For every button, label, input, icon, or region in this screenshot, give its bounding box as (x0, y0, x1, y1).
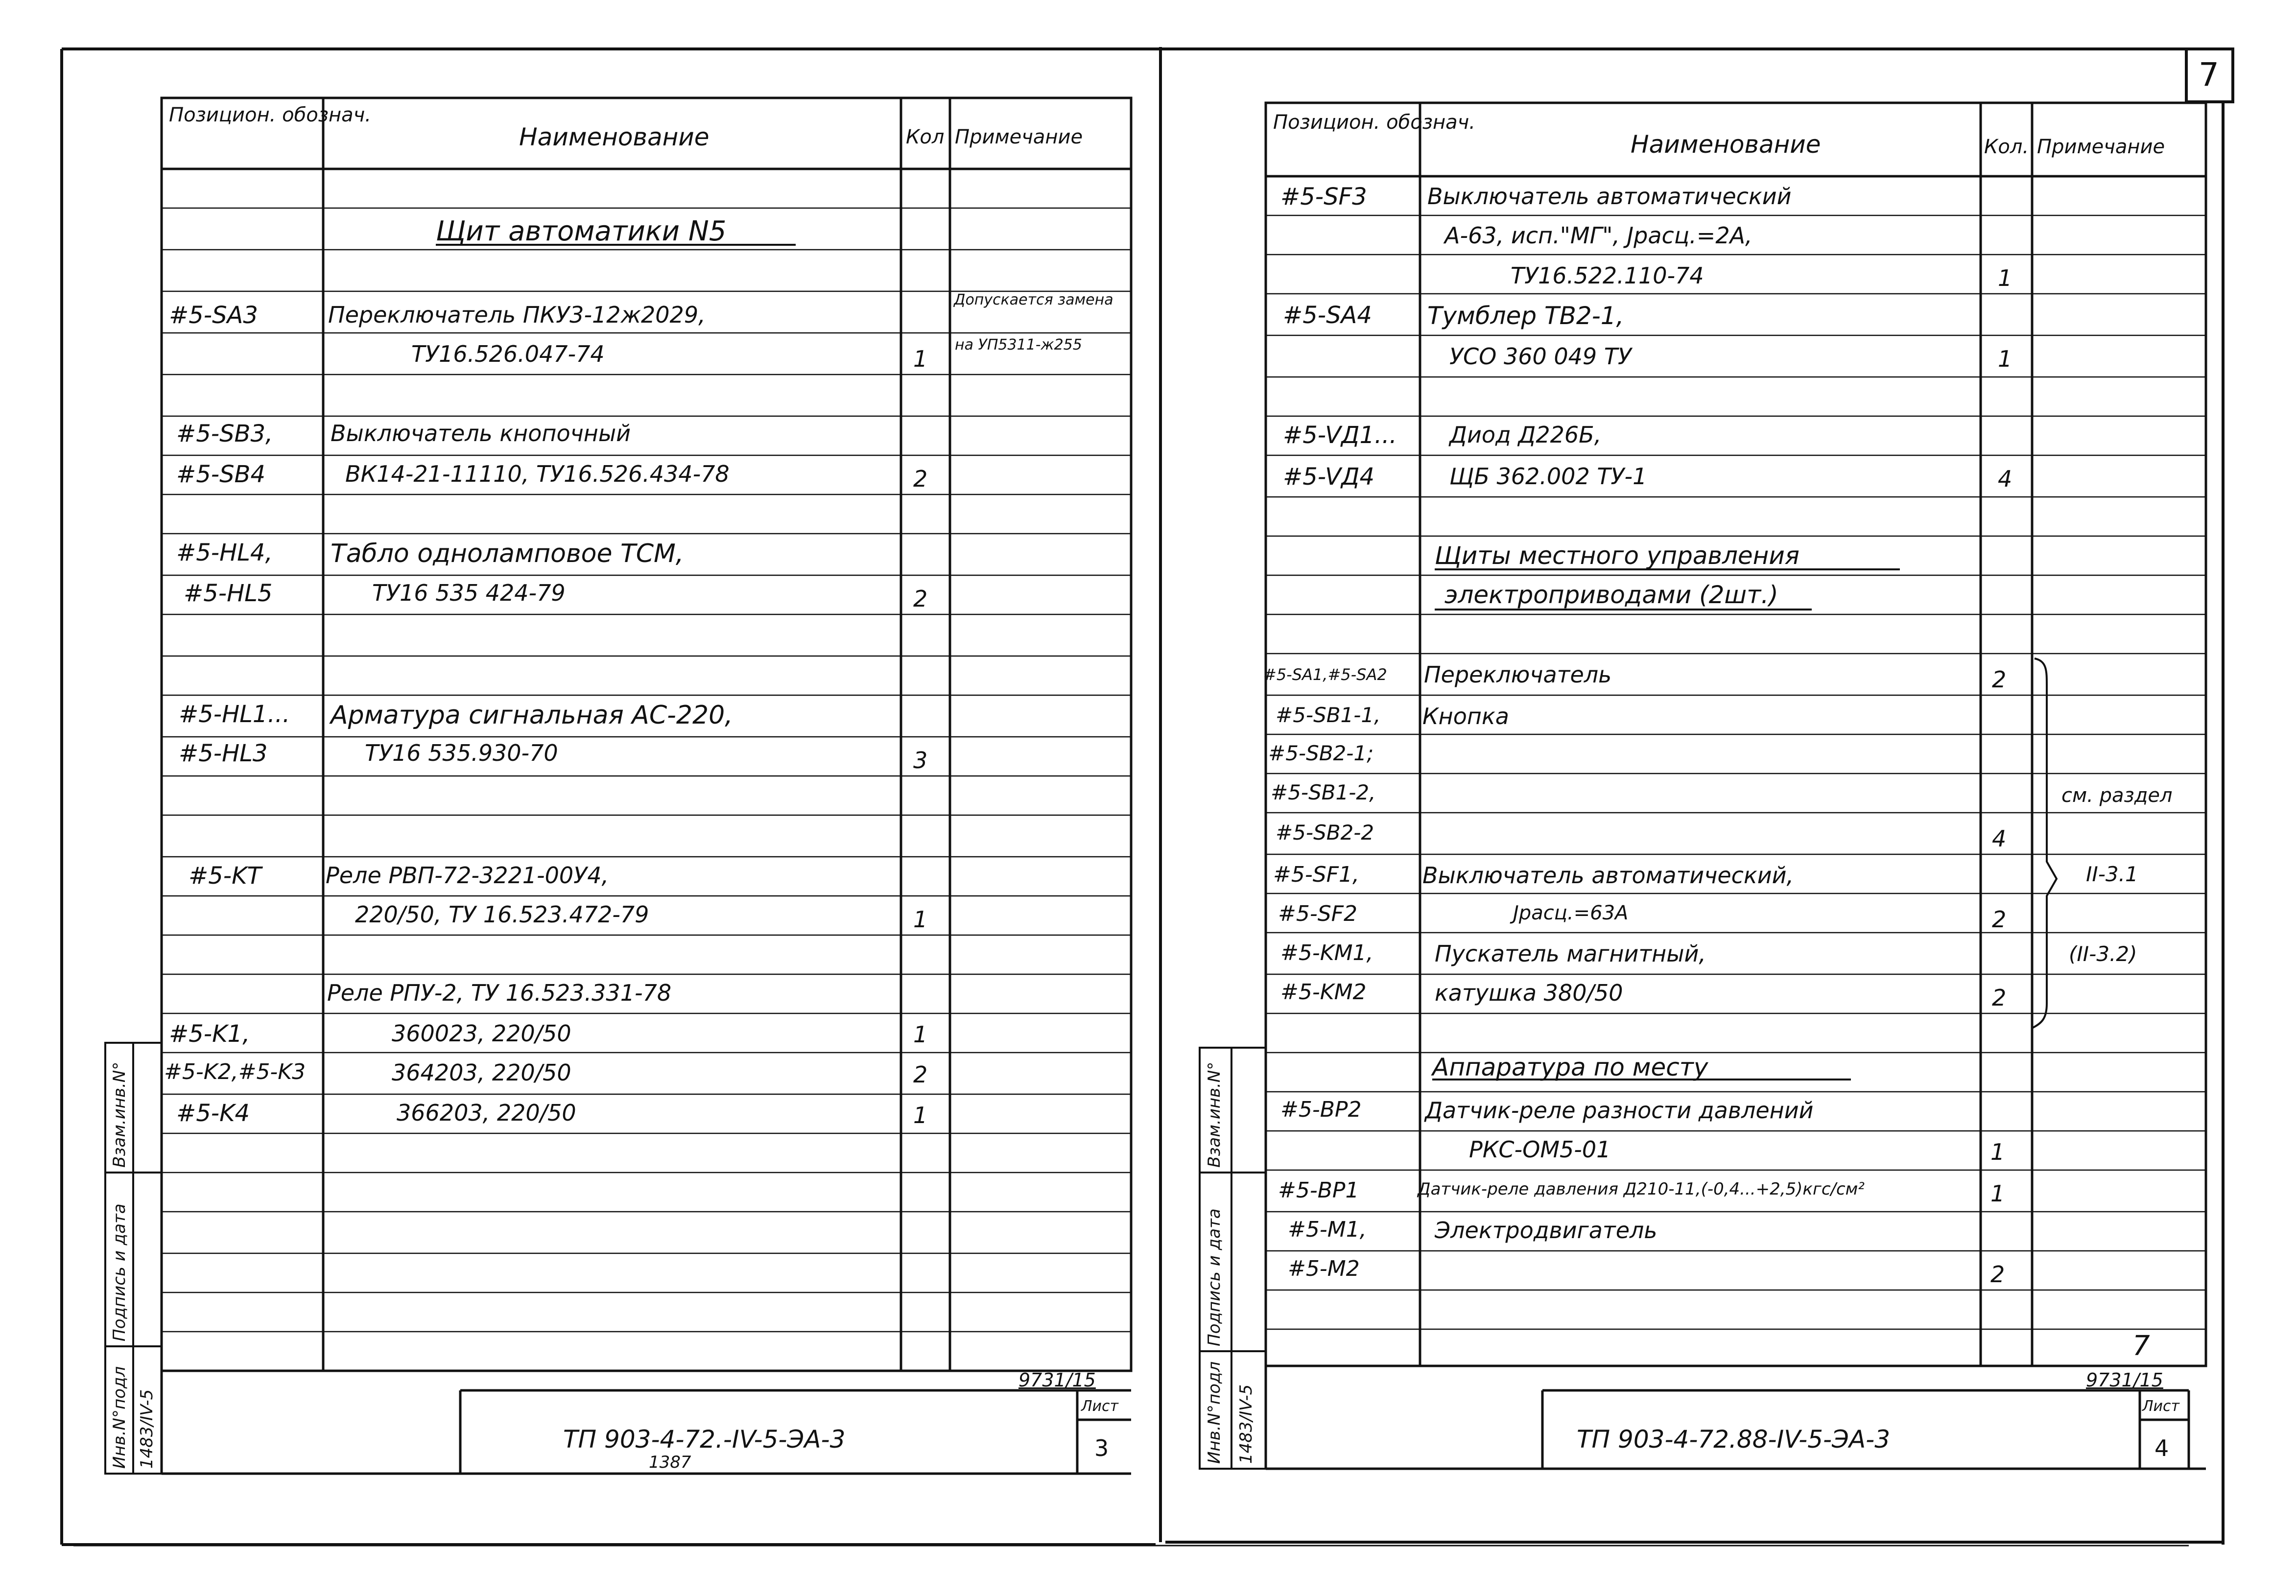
right-side-inv-podl: Инв.N°подл (1205, 1361, 1224, 1464)
right-row-name: Датчик-реле давления Д210-11,(-0,4...+2,5)кгс/см² (1418, 1179, 1865, 1199)
right-side-inv-val: 1483/IV-5 (1236, 1384, 1256, 1464)
left-row-pos: #5-SB4 (176, 461, 266, 488)
left-row-note: на УП5311-ж255 (955, 336, 1082, 353)
right-row-pos: #5-SB1-2, (1271, 780, 1376, 804)
right-header-pos: Позицион. обознач. (1273, 111, 1475, 134)
right-row-name: Щиты местного управления (1435, 541, 1799, 570)
right-row-name: электроприводами (2шт.) (1444, 581, 1778, 609)
left-row-qty: 1 (913, 906, 928, 933)
left-row-name: Арматура сигнальная АС-220, (331, 701, 733, 730)
left-sheet-label: Лист (1081, 1398, 1119, 1415)
right-row-name: Аппаратура по месту (1432, 1053, 1708, 1081)
sheet-number: 7 (2199, 56, 2219, 94)
right-header-note: Примечание (2037, 136, 2165, 158)
right-side-vzam: Взам.инв.N° (1205, 1061, 1224, 1168)
right-row-pos: #5-VД4 (1283, 463, 1375, 491)
right-row-pos: #5-BP1 (1278, 1178, 1359, 1203)
right-sheet-label: Лист (2142, 1398, 2180, 1415)
right-row-name: Переключатель (1424, 661, 1612, 688)
left-row-name: Табло одноламповое ТСМ, (331, 539, 684, 568)
right-row-pos: #5-KM1, (1280, 940, 1373, 965)
left-row-qty: 1 (913, 1102, 928, 1128)
right-row-name: А-63, исп."МГ", Jрасц.=2А, (1444, 222, 1752, 249)
right-row-pos: #5-M1, (1288, 1217, 1367, 1242)
right-row-name: Выключатель автоматический (1427, 183, 1792, 210)
right-doc-number: 9731/15 (2086, 1369, 2163, 1391)
left-title-sub: 1387 (649, 1453, 691, 1472)
left-row-qty: 2 (913, 466, 928, 492)
right-row-pos: #5-SA4 (1283, 302, 1372, 329)
right-side-podpis: Подпись и дата (1205, 1208, 1224, 1346)
right-header-name: Наименование (1631, 130, 1821, 159)
right-row-pos: #5-M2 (1288, 1256, 1360, 1281)
right-row-name: ТУ16.522.110-74 (1511, 262, 1704, 289)
right-row-qty: 1 (1990, 1139, 2005, 1165)
right-row-name: РКС-ОМ5-01 (1469, 1136, 1611, 1163)
right-row-pos: #5-SF3 (1280, 183, 1367, 211)
left-row-qty: 2 (913, 1061, 928, 1088)
right-row-note: (II-3.2) (2069, 942, 2137, 966)
right-row-name: УСО 360 049 ТУ (1449, 343, 1632, 370)
left-row-pos: #5-K2,#5-K3 (164, 1059, 306, 1084)
right-row-name: ЩБ 362.002 ТУ-1 (1449, 463, 1647, 490)
right-row-pos: #5-SB1-1, (1276, 703, 1381, 727)
right-row-note: см. раздел (2061, 784, 2173, 807)
right-row-name: Диод Д226Б, (1449, 422, 1602, 448)
left-row-qty: 3 (913, 747, 928, 774)
left-row-pos: #5-SB3, (176, 420, 273, 447)
right-row-name: Выключатель автоматический, (1422, 862, 1794, 889)
left-row-name: ТУ16 535 424-79 (372, 580, 566, 606)
left-row-pos: #5-HL4, (176, 539, 273, 566)
left-doc-number: 9731/15 (1018, 1369, 1096, 1391)
left-row-name: Выключатель кнопочный (331, 420, 631, 446)
left-row-name: ТУ16.526.047-74 (411, 341, 605, 367)
right-header-qty: Кол. (1984, 136, 2029, 158)
left-row-name: ВК14-21-11110, ТУ16.526.434-78 (345, 461, 730, 487)
left-row-name: Переключатель ПКУ3-12ж2029, (328, 302, 706, 328)
left-row-qty: 1 (913, 346, 928, 372)
right-row-qty: 1 (1998, 346, 2012, 372)
left-header-pos: Позицион. обознач. (169, 104, 371, 126)
left-section-title: Щит автоматики N5 (436, 215, 727, 247)
left-side-podpis: Подпись и дата (110, 1203, 129, 1341)
left-row-qty: 1 (913, 1021, 928, 1048)
right-row-name: катушка 380/50 (1435, 980, 1623, 1006)
left-row-pos: #5-K4 (176, 1100, 250, 1127)
right-row-qty: 4 (1998, 466, 2012, 492)
left-row-name: ТУ16 535.930-70 (365, 740, 558, 766)
right-sheet-no: 4 (2154, 1435, 2169, 1461)
right-row-pos: #5-SB2-2 (1276, 821, 1374, 845)
left-side-inv-val: 1483/IV-5 (137, 1389, 157, 1469)
left-row-name: Реле РВП-72-3221-00У4, (326, 862, 609, 889)
right-row-qty: 2 (1990, 1261, 2005, 1288)
left-row-pos: #5-HL5 (184, 580, 273, 607)
left-row-name: 364203, 220/50 (392, 1059, 571, 1086)
left-header-note: Примечание (955, 126, 1083, 148)
right-row-qty: 2 (1992, 906, 2007, 933)
right-row-note: II-3.1 (2086, 862, 2138, 886)
right-row-pos: #5-SF1, (1273, 862, 1359, 887)
right-row-qty: 1 (1990, 1180, 2005, 1207)
right-row-pos: #5-SA1,#5-SA2 (1263, 665, 1387, 684)
right-row-qty: 2 (1992, 985, 2007, 1011)
right-row-qty: 1 (1998, 265, 2012, 291)
right-title-code: ТП 903-4-72.88-IV-5-ЭА-3 (1577, 1425, 1891, 1454)
right-row-qty: 2 (1992, 666, 2007, 693)
left-row-pos: #5-K1, (169, 1020, 250, 1048)
left-row-pos: #5-SA3 (169, 302, 258, 329)
left-row-qty: 2 (913, 586, 928, 612)
right-row-name: Датчик-реле разности давлений (1425, 1097, 1814, 1124)
left-header-name: Наименование (519, 123, 710, 151)
left-sheet-no: 3 (1094, 1435, 1109, 1461)
left-row-name: 360023, 220/50 (392, 1020, 571, 1047)
right-row-name: Кнопка (1422, 703, 1509, 729)
right-row-pos: #5-BP2 (1280, 1097, 1362, 1122)
left-title-code: ТП 903-4-72.-IV-5-ЭА-3 (563, 1425, 846, 1454)
left-row-pos: #5-HL1... (179, 701, 290, 728)
right-row-pos: #5-VД1... (1283, 422, 1397, 449)
left-row-note: Допускается замена (954, 291, 1113, 308)
right-row-pos: #5-SB2-1; (1268, 741, 1374, 765)
right-row-pos: #5-KM2 (1280, 980, 1367, 1005)
left-row-pos: #5-KT (189, 862, 261, 890)
left-row-name: Реле РПУ-2, ТУ 16.523.331-78 (327, 980, 672, 1006)
left-row-name: 220/50, ТУ 16.523.472-79 (355, 901, 649, 928)
left-header-qty: Кол (906, 126, 945, 148)
right-row-qty: 4 (1992, 825, 2007, 852)
right-row-name: Электродвигатель (1435, 1217, 1657, 1244)
right-row-name: Пускатель магнитный, (1435, 940, 1706, 967)
right-footnote: 7 (2132, 1330, 2150, 1362)
left-row-name: 366203, 220/50 (397, 1100, 576, 1126)
left-row-pos: #5-HL3 (179, 740, 268, 767)
right-row-name: Тумблер ТВ2-1, (1427, 302, 1624, 330)
left-side-vzam: Взам.инв.N° (110, 1061, 129, 1168)
left-side-inv-podl: Инв.N°подл (110, 1366, 129, 1469)
right-row-pos: #5-SF2 (1278, 901, 1357, 926)
right-row-name: Jрасц.=63А (1513, 902, 1629, 924)
